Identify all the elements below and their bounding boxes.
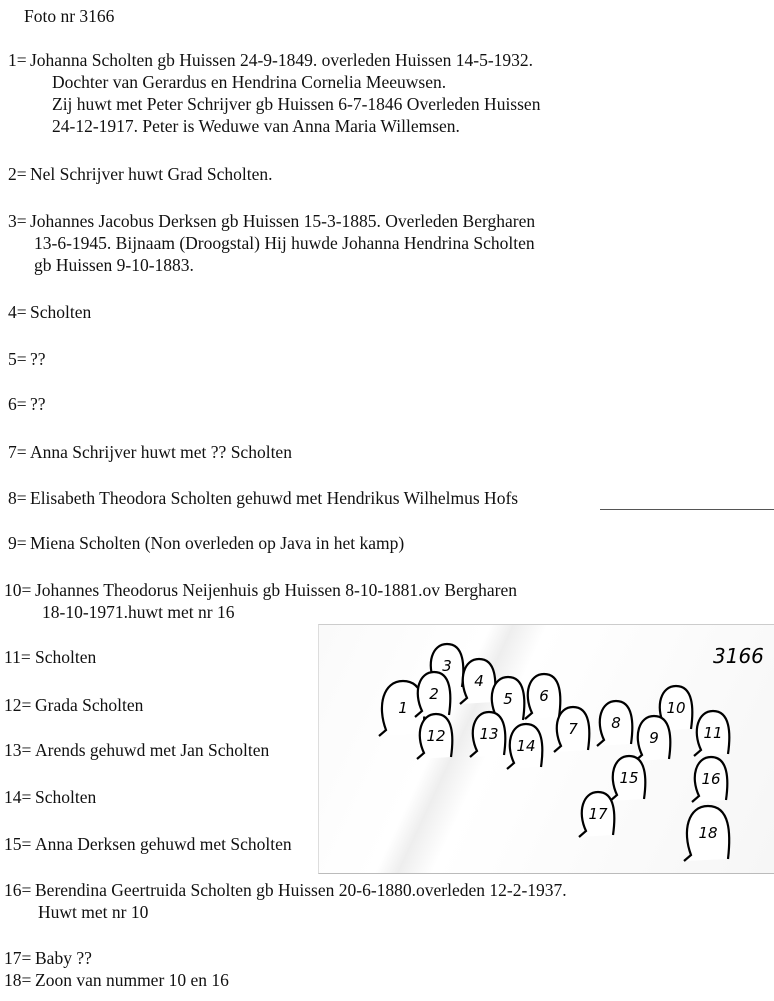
entry-number: 17= <box>4 948 32 968</box>
entry-number: 7= <box>8 442 27 462</box>
head-label: 18 <box>698 824 718 842</box>
entry-text: Johannes Jacobus Derksen gb Huissen 15-3-1885. Overleden Bergharen <box>30 211 536 231</box>
entry-text: Scholten <box>35 647 97 667</box>
head-label: 5 <box>503 690 513 708</box>
entry-number: 3= <box>8 211 27 231</box>
head-label: 4 <box>474 672 484 690</box>
head-label: 2 <box>429 685 439 703</box>
entry-number: 6= <box>8 394 27 414</box>
entry-continuation: 13-6-1945. Bijnaam (Droogstal) Hij huwde Johanna Hendrina Scholten <box>34 233 535 253</box>
entry-number: 2= <box>8 164 27 184</box>
head-label: 16 <box>701 770 721 788</box>
head-label: 7 <box>568 720 578 738</box>
entry-number: 8= <box>8 488 27 508</box>
head-label: 13 <box>479 725 499 743</box>
sketch-note <box>318 624 774 874</box>
photo-number-handwritten: 3166 <box>713 644 764 668</box>
entry-text: ?? <box>30 349 46 369</box>
entry-text: Zoon van nummer 10 en 16 <box>35 970 229 990</box>
head-label: 9 <box>649 729 659 747</box>
head-sketch <box>1 1 774 1001</box>
entry-continuation: Zij huwt met Peter Schrijver gb Huissen 6-7-1846 Overleden Huissen <box>52 94 541 114</box>
entry-number: 11= <box>4 647 31 667</box>
head-label: 1 <box>398 699 408 717</box>
entry-number: 5= <box>8 349 27 369</box>
entry-text: Arends gehuwd met Jan Scholten <box>35 740 270 760</box>
head-label: 11 <box>703 724 723 742</box>
head-label: 17 <box>588 805 608 823</box>
entry-number: 13= <box>4 740 32 760</box>
entry-text: Elisabeth Theodora Scholten gehuwd met Hendrikus Wilhelmus Hofs <box>30 488 519 508</box>
entry-number: 12= <box>4 695 32 715</box>
head-label: 10 <box>666 699 686 717</box>
entry-number: 1= <box>8 50 27 70</box>
entry-text: Johanna Scholten gb Huissen 24-9-1849. overleden Huissen 14-5-1932. <box>30 50 534 70</box>
entry-number: 14= <box>4 787 32 807</box>
entry-text: Grada Scholten <box>35 695 144 715</box>
entry-text: ?? <box>30 394 46 414</box>
entry-number: 10= <box>4 580 32 600</box>
head-label: 8 <box>611 714 621 732</box>
entry-number: 16= <box>4 880 32 900</box>
entry-text: Nel Schrijver huwt Grad Scholten. <box>30 164 273 184</box>
entry-continuation: 24-12-1917. Peter is Weduwe van Anna Maria Willemsen. <box>52 116 460 136</box>
entry-number: 9= <box>8 533 27 553</box>
entry-text: Miena Scholten (Non overleden op Java in het kamp) <box>30 533 405 553</box>
entry-continuation: 18-10-1971.huwt met nr 16 <box>42 602 235 622</box>
entry-text: Scholten <box>35 787 97 807</box>
document-title: Foto nr 3166 <box>24 6 115 26</box>
entry-continuation: Huwt met nr 10 <box>38 902 149 922</box>
entry-text: Scholten <box>30 302 92 322</box>
entry-text: Anna Derksen gehuwd met Scholten <box>35 834 292 854</box>
head-label: 12 <box>426 727 446 745</box>
entry-continuation: gb Huissen 9-10-1883. <box>34 255 194 275</box>
entry-number: 15= <box>4 834 32 854</box>
entry-text: Baby ?? <box>35 948 92 968</box>
head-label: 15 <box>619 769 639 787</box>
entry-text: Johannes Theodorus Neijenhuis gb Huissen 8-10-1881.ov Bergharen <box>35 580 517 600</box>
entry-text: Berendina Geertruida Scholten gb Huissen 20-6-1880.overleden 12-2-1937. <box>35 880 567 900</box>
head-label: 14 <box>516 737 536 755</box>
entry-number: 18= <box>4 970 32 990</box>
entry-text: Anna Schrijver huwt met ?? Scholten <box>30 442 292 462</box>
entry-number: 4= <box>8 302 27 322</box>
entry-continuation: Dochter van Gerardus en Hendrina Cornelia Meeuwsen. <box>52 72 447 92</box>
head-label: 3 <box>442 657 452 675</box>
head-label: 6 <box>539 687 549 705</box>
